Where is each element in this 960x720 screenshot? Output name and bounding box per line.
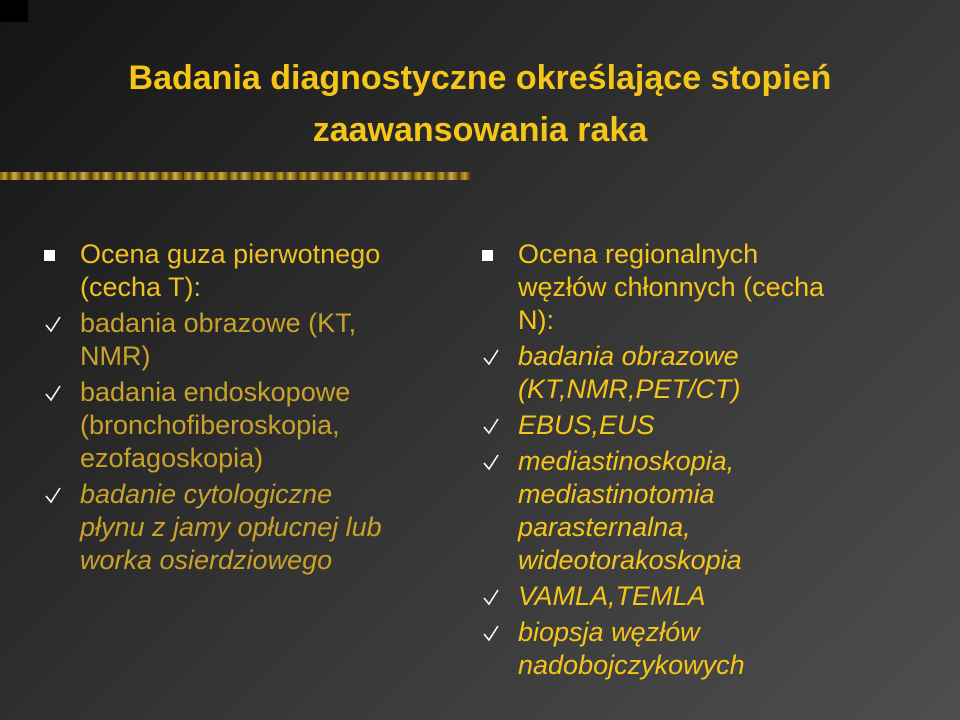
list-item-line: badania obrazowe (KT, [80,308,357,338]
list-item-line: EBUS,EUS [518,410,655,440]
check-icon [480,616,510,649]
list-item-line: badania obrazowe [518,341,739,371]
list-item [42,376,462,475]
square-bullet-icon [42,238,72,271]
right-heading-line: N): [518,305,554,335]
list-item-line: badanie cytologiczne [80,479,333,509]
left-column [42,238,462,580]
left-heading-line: Ocena guza pierwotnego [80,239,381,269]
list-item [480,409,920,442]
slide-title-line-2: zaawansowania raka [312,111,648,149]
list-item-line: (KT,NMR,PET/CT) [518,374,741,404]
list-item-line: mediastinoskopia, [518,446,735,476]
left-heading [42,238,462,304]
corner-block [0,0,28,22]
list-item [480,616,920,682]
list-item [480,445,920,577]
list-item [42,478,462,577]
check-icon [480,445,510,478]
check-icon [480,340,510,373]
left-heading-line: (cecha T): [80,272,202,302]
check-icon [42,376,72,409]
right-heading-line: Ocena regionalnych [518,239,759,269]
right-heading [480,238,920,337]
list-item [42,307,462,373]
list-item-line: płynu z jamy opłucnej lub [80,512,382,542]
list-item-line: worka osierdziowego [80,545,333,575]
list-item-line: badania endoskopowe [80,377,351,407]
square-bullet-icon [480,238,510,271]
list-item-line: biopsja węzłów [518,617,700,647]
list-item-line: parasternalna, [518,512,691,542]
decorative-divider [0,172,470,180]
list-item-line: NMR) [80,341,151,371]
list-item-line: (bronchofiberoskopia, [80,410,340,440]
slide-title-line-1: Badania diagnostyczne określające stopień [128,59,832,97]
list-item-line: nadobojczykowych [518,650,745,680]
list-item-line: VAMLA,TEMLA [518,581,706,611]
check-icon [42,478,72,511]
right-heading-line: węzłów chłonnych (cecha [518,272,825,302]
list-item-line: mediastinotomia [518,479,715,509]
check-icon [42,307,72,340]
list-item [480,580,920,613]
slide-title [0,52,960,156]
right-column [480,238,920,685]
check-icon [480,409,510,442]
list-item-line: ezofagoskopia) [80,443,264,473]
list-item [480,340,920,406]
check-icon [480,580,510,613]
list-item-line: wideotorakoskopia [518,545,742,575]
